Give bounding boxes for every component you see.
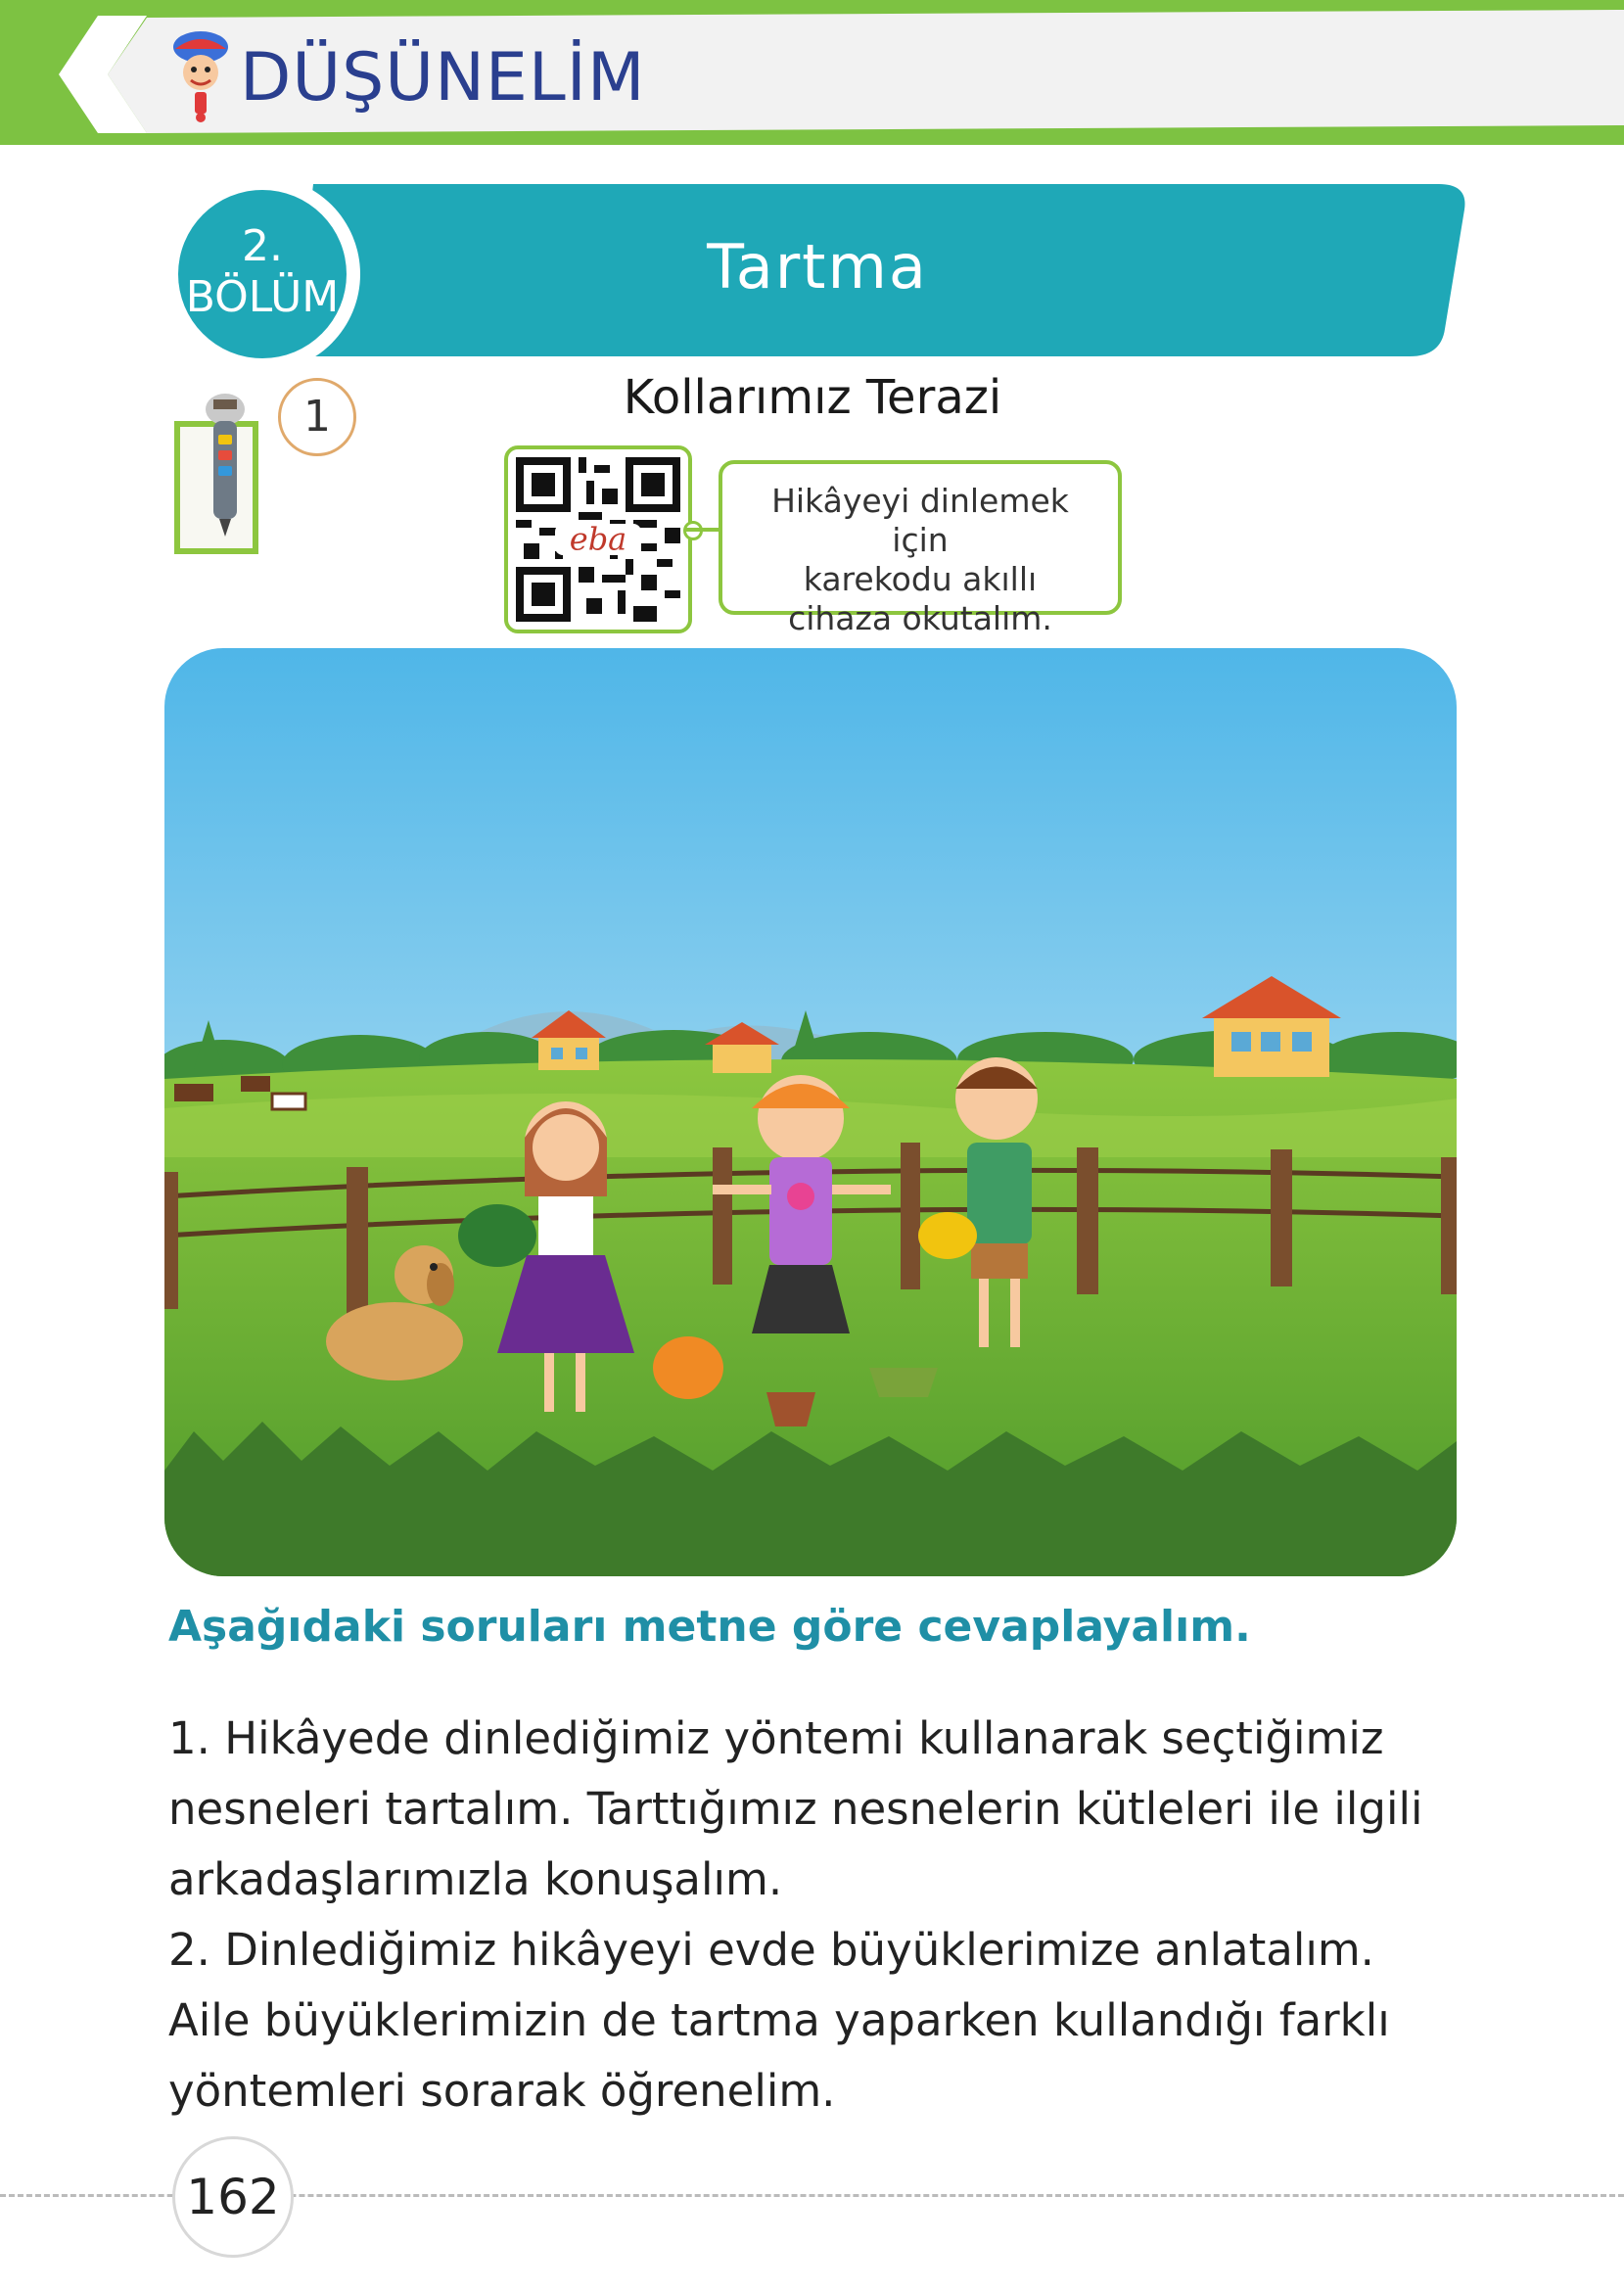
pumpkin (653, 1336, 723, 1399)
section-badge (164, 176, 360, 372)
mascot-icon (162, 25, 240, 123)
activity-number: 1 (278, 378, 356, 456)
section-title: Tartma (707, 231, 928, 303)
questions-heading: Aşağıdaki soruları metne göre cevaplayalım. (168, 1602, 1251, 1652)
farm-illustration (164, 648, 1457, 1576)
header-title: DÜŞÜNELİM (240, 39, 646, 117)
qr-code[interactable] (504, 445, 692, 633)
section-number: 2. (242, 221, 283, 271)
qr-callout (719, 460, 1122, 637)
qr-callout-line: Hikâyeyi dinlemek için (771, 482, 1069, 559)
question-2 (168, 1915, 1441, 2127)
qr-pattern (516, 457, 680, 622)
qr-logo: eba (569, 520, 627, 558)
section-badge-circle (178, 190, 347, 358)
question-1 (168, 1704, 1441, 1915)
page-number: 162 (172, 2136, 294, 2258)
story-title: Kollarımız Terazi (623, 370, 1002, 425)
qr-callout-line: karekodu akıllı (803, 560, 1038, 598)
qr-callout-line: cihaza okutalım. (788, 599, 1052, 637)
qr-callout-text (742, 482, 1098, 638)
question-line: 2. Dinlediğimiz hikâyeyi evde büyüklerimize anlatalım. (168, 1924, 1374, 1976)
callout-connector (685, 528, 719, 532)
farm-scene (164, 648, 1457, 1576)
smart-pen-icon[interactable] (206, 392, 245, 538)
question-line: Aile büyüklerimizin de tartma yaparken kullandığı farklı (168, 1994, 1390, 2046)
question-line: 1. Hikâyede dinlediğimiz yöntemi kullanarak seçtiğimiz (168, 1712, 1384, 1764)
section-word: BÖLÜM (185, 272, 340, 322)
question-line: nesneleri tartalım. Tarttığımız nesnelerin kütleleri ile ilgili (168, 1783, 1423, 1835)
basket-pears (869, 1368, 938, 1397)
question-line: arkadaşlarımızla konuşalım. (168, 1853, 783, 1905)
question-line: yöntemleri sorarak öğrenelim. (168, 2065, 836, 2117)
